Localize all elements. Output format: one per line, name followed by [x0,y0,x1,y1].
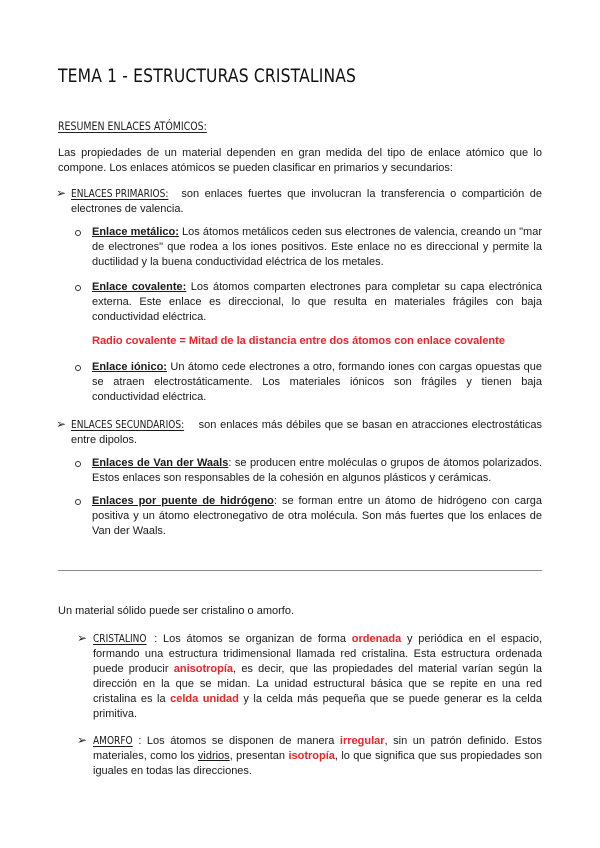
primarios-text: son enlaces fuertes que involucran la transferencia o compartición de electrones de valencia. [71,188,542,215]
vanderwaals-term: Enlaces de Van der Waals [92,457,229,469]
section-heading-text: RESUMEN ENLACES ATÓMICOS: [58,119,207,133]
page-title: TEMA 1 - ESTRUCTURAS CRISTALINAS [58,66,357,87]
secundarios-paragraph [71,417,542,448]
amorfo-isotropia: isotropía [288,750,335,762]
arrow-bullet-icon: ➢ [56,186,67,200]
primarios-label: ENLACES PRIMARIOS: [71,187,169,200]
solid-intro: Un material sólido puede ser cristalino o amorfo. [58,605,295,617]
amorfo-text-4: , lo que significa que sus propiedades son iguales en todas las direcciones. [93,750,543,777]
cristalino-paragraph [93,631,542,722]
cristalino-ordenada: ordenada [351,633,402,645]
vanderwaals-paragraph [92,456,542,486]
amorfo-text-1: : Los átomos se disponen de manera [138,735,340,747]
arrow-bullet-icon: ➢ [56,417,67,431]
amorfo-vidrios: vidrios [197,750,230,762]
covalente-term: Enlace covalente: [92,281,187,293]
vanderwaals-text: : se producen entre moléculas o grupos de átomos polarizados. Estos enlaces son responsables de la cohesión en algunos plásticos y cerámicas. [92,457,543,484]
cristalino-text-3: , es decir, que las propiedades del material varían según la dirección en la que se midan. La unidad estructural básica que se repite en una red cristalina es la [93,663,542,705]
amorfo-text-3: , presentan [229,750,289,762]
amorfo-irregular: irregular [339,735,385,747]
covalente-paragraph [92,280,542,325]
cristalino-label: CRISTALINO [93,632,147,645]
ionico-paragraph [92,360,542,405]
secundarios-text: son enlaces más débiles que se basan en atracciones electrostáticas entre dipolos. [71,419,542,446]
radio-covalente-note: Radio covalente = Mitad de la distancia entre dos átomos con enlace covalente [92,335,505,347]
metalico-paragraph [92,225,542,270]
cristalino-celda-unidad: celda unidad [170,693,239,705]
metalico-term: Enlace metálico: [92,226,179,238]
hidrogeno-paragraph [92,494,542,539]
arrow-bullet-icon: ➢ [77,631,88,645]
cristalino-anisotropia: anisotropía [173,663,234,675]
hidrogeno-term: Enlaces por puente de hidrógeno [92,495,274,507]
ionico-text: Un átomo cede electrones a otro, formando iones con cargas opuestas que se atraen electrostáticamente. Los materiales iónicos son frágiles y tienen baja conductividad eléctrica. [92,361,542,403]
circle-bullet-icon [75,499,81,505]
cristalino-text-1: : Los átomos se organizan de forma [154,633,352,645]
hidrogeno-text: : se forman entre un átomo de hidrógeno con carga positiva y un átomo electronegativo de otra molécula. Son más fuertes que los enlaces de Van der Waals. [92,495,542,537]
primarios-paragraph [71,186,542,217]
amorfo-paragraph [93,733,542,779]
metalico-text: Los átomos metálicos ceden sus electrones de valencia, creando un "mar de electrones" que rodea a los iones positivos. Este enlace no es direccional y permite la ductilidad y la buena conductividad eléctrica de los metales. [92,226,542,268]
covalente-text: Los átomos comparten electrones para completar su capa electrónica externa. Este enlace es direccional, lo que resulta en materiales frágiles con baja conductividad eléctrica. [92,281,543,323]
intro-paragraph: Las propiedades de un material dependen en gran medida del tipo de enlace atómico que lo compone. Los enlaces atómicos se pueden clasificar en primarios y secundarios: [58,147,542,174]
cristalino-text-4: y la celda más pequeña que se puede generar es la celda primitiva. [93,693,542,720]
circle-bullet-icon [75,461,81,467]
section-heading [58,119,240,133]
circle-bullet-icon [75,230,81,236]
amorfo-text-2: , sin un patrón definido. Estos materiales, como los [93,735,542,762]
arrow-bullet-icon: ➢ [77,733,88,747]
amorfo-label: AMORFO [93,734,133,747]
ionico-term: Enlace iónico: [92,361,167,373]
cristalino-text-2: y periódica en el espacio, formando una estructura tridimensional llamada red cristalina. Esta estructura ordenada puede producir [93,633,542,675]
divider [58,570,542,571]
circle-bullet-icon [75,365,81,371]
secundarios-label: ENLACES SECUNDARIOS: [71,418,185,431]
circle-bullet-icon [75,285,81,291]
